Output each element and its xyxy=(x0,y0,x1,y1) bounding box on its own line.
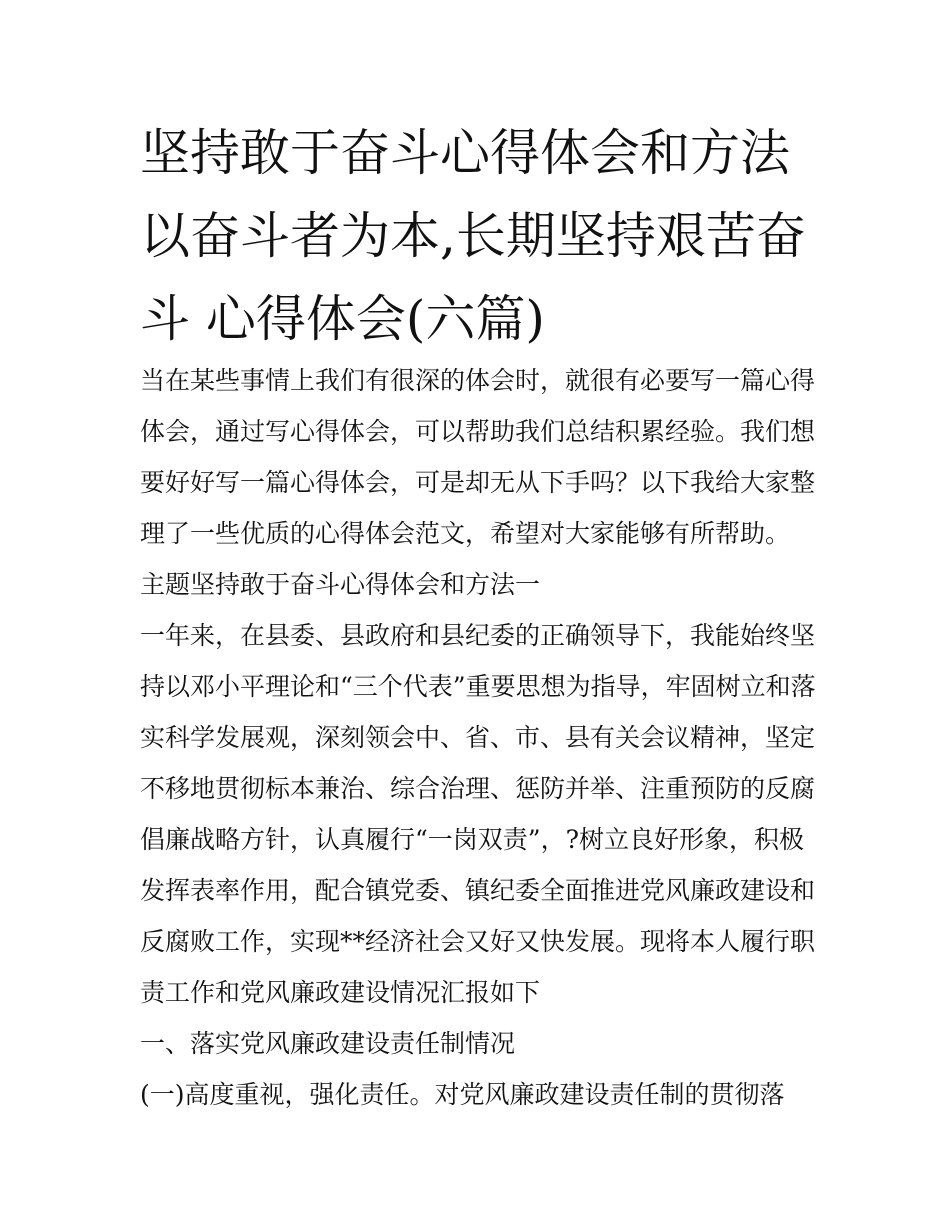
section-heading xyxy=(140,1018,820,1069)
document-body xyxy=(140,355,820,1120)
text-line: (一)高度重视，强化责任。对党风廉政建设责任制的贯彻落 xyxy=(140,1080,785,1109)
subsection-paragraph xyxy=(140,1069,820,1120)
text-line: 倡廉战略方针，认真履行“一岗双责”，?树立良好形象，积极 xyxy=(140,825,804,854)
title-line: 以奋斗者为本,长期坚持艰苦奋 xyxy=(140,207,806,265)
text-line: 理了一些优质的心得体会范文，希望对大家能够有所帮助。 xyxy=(140,519,791,548)
body-paragraph xyxy=(140,610,820,1018)
text-line: 反腐败工作，实现**经济社会又好又快发展。现将本人履行职 xyxy=(140,927,816,956)
document-title xyxy=(140,112,820,361)
intro-paragraph xyxy=(140,355,820,559)
title-line: 坚持敢于奋斗心得体会和方法 xyxy=(140,124,790,182)
topic-heading xyxy=(140,559,820,610)
text-line: 责工作和党风廉政建设情况汇报如下 xyxy=(140,978,541,1007)
text-line: 一年来，在县委、县政府和县纪委的正确领导下，我能始终坚 xyxy=(140,621,816,650)
title-line: 斗 心得体会(六篇) xyxy=(140,290,545,348)
text-line: 不移地贯彻标本兼治、综合治理、惩防并举、注重预防的反腐 xyxy=(140,774,816,803)
section-heading-text: 一、落实党风廉政建设责任制情况 xyxy=(140,1029,516,1058)
text-line: 体会，通过写心得体会，可以帮助我们总结积累经验。我们想 xyxy=(140,417,816,446)
text-line: 当在某些事情上我们有很深的体会时，就很有必要写一篇心得 xyxy=(140,366,816,395)
topic-heading-text: 主题坚持敢于奋斗心得体会和方法一 xyxy=(140,570,541,599)
text-line: 持以邓小平理论和“三个代表”重要思想为指导，牢固树立和落 xyxy=(140,672,816,701)
text-line: 实科学发展观，深刻领会中、省、市、县有关会议精神，坚定 xyxy=(140,723,816,752)
text-line: 发挥表率作用，配合镇党委、镇纪委全面推进党风廉政建设和 xyxy=(140,876,816,905)
text-line: 要好好写一篇心得体会，可是却无从下手吗？以下我给大家整 xyxy=(140,468,816,497)
